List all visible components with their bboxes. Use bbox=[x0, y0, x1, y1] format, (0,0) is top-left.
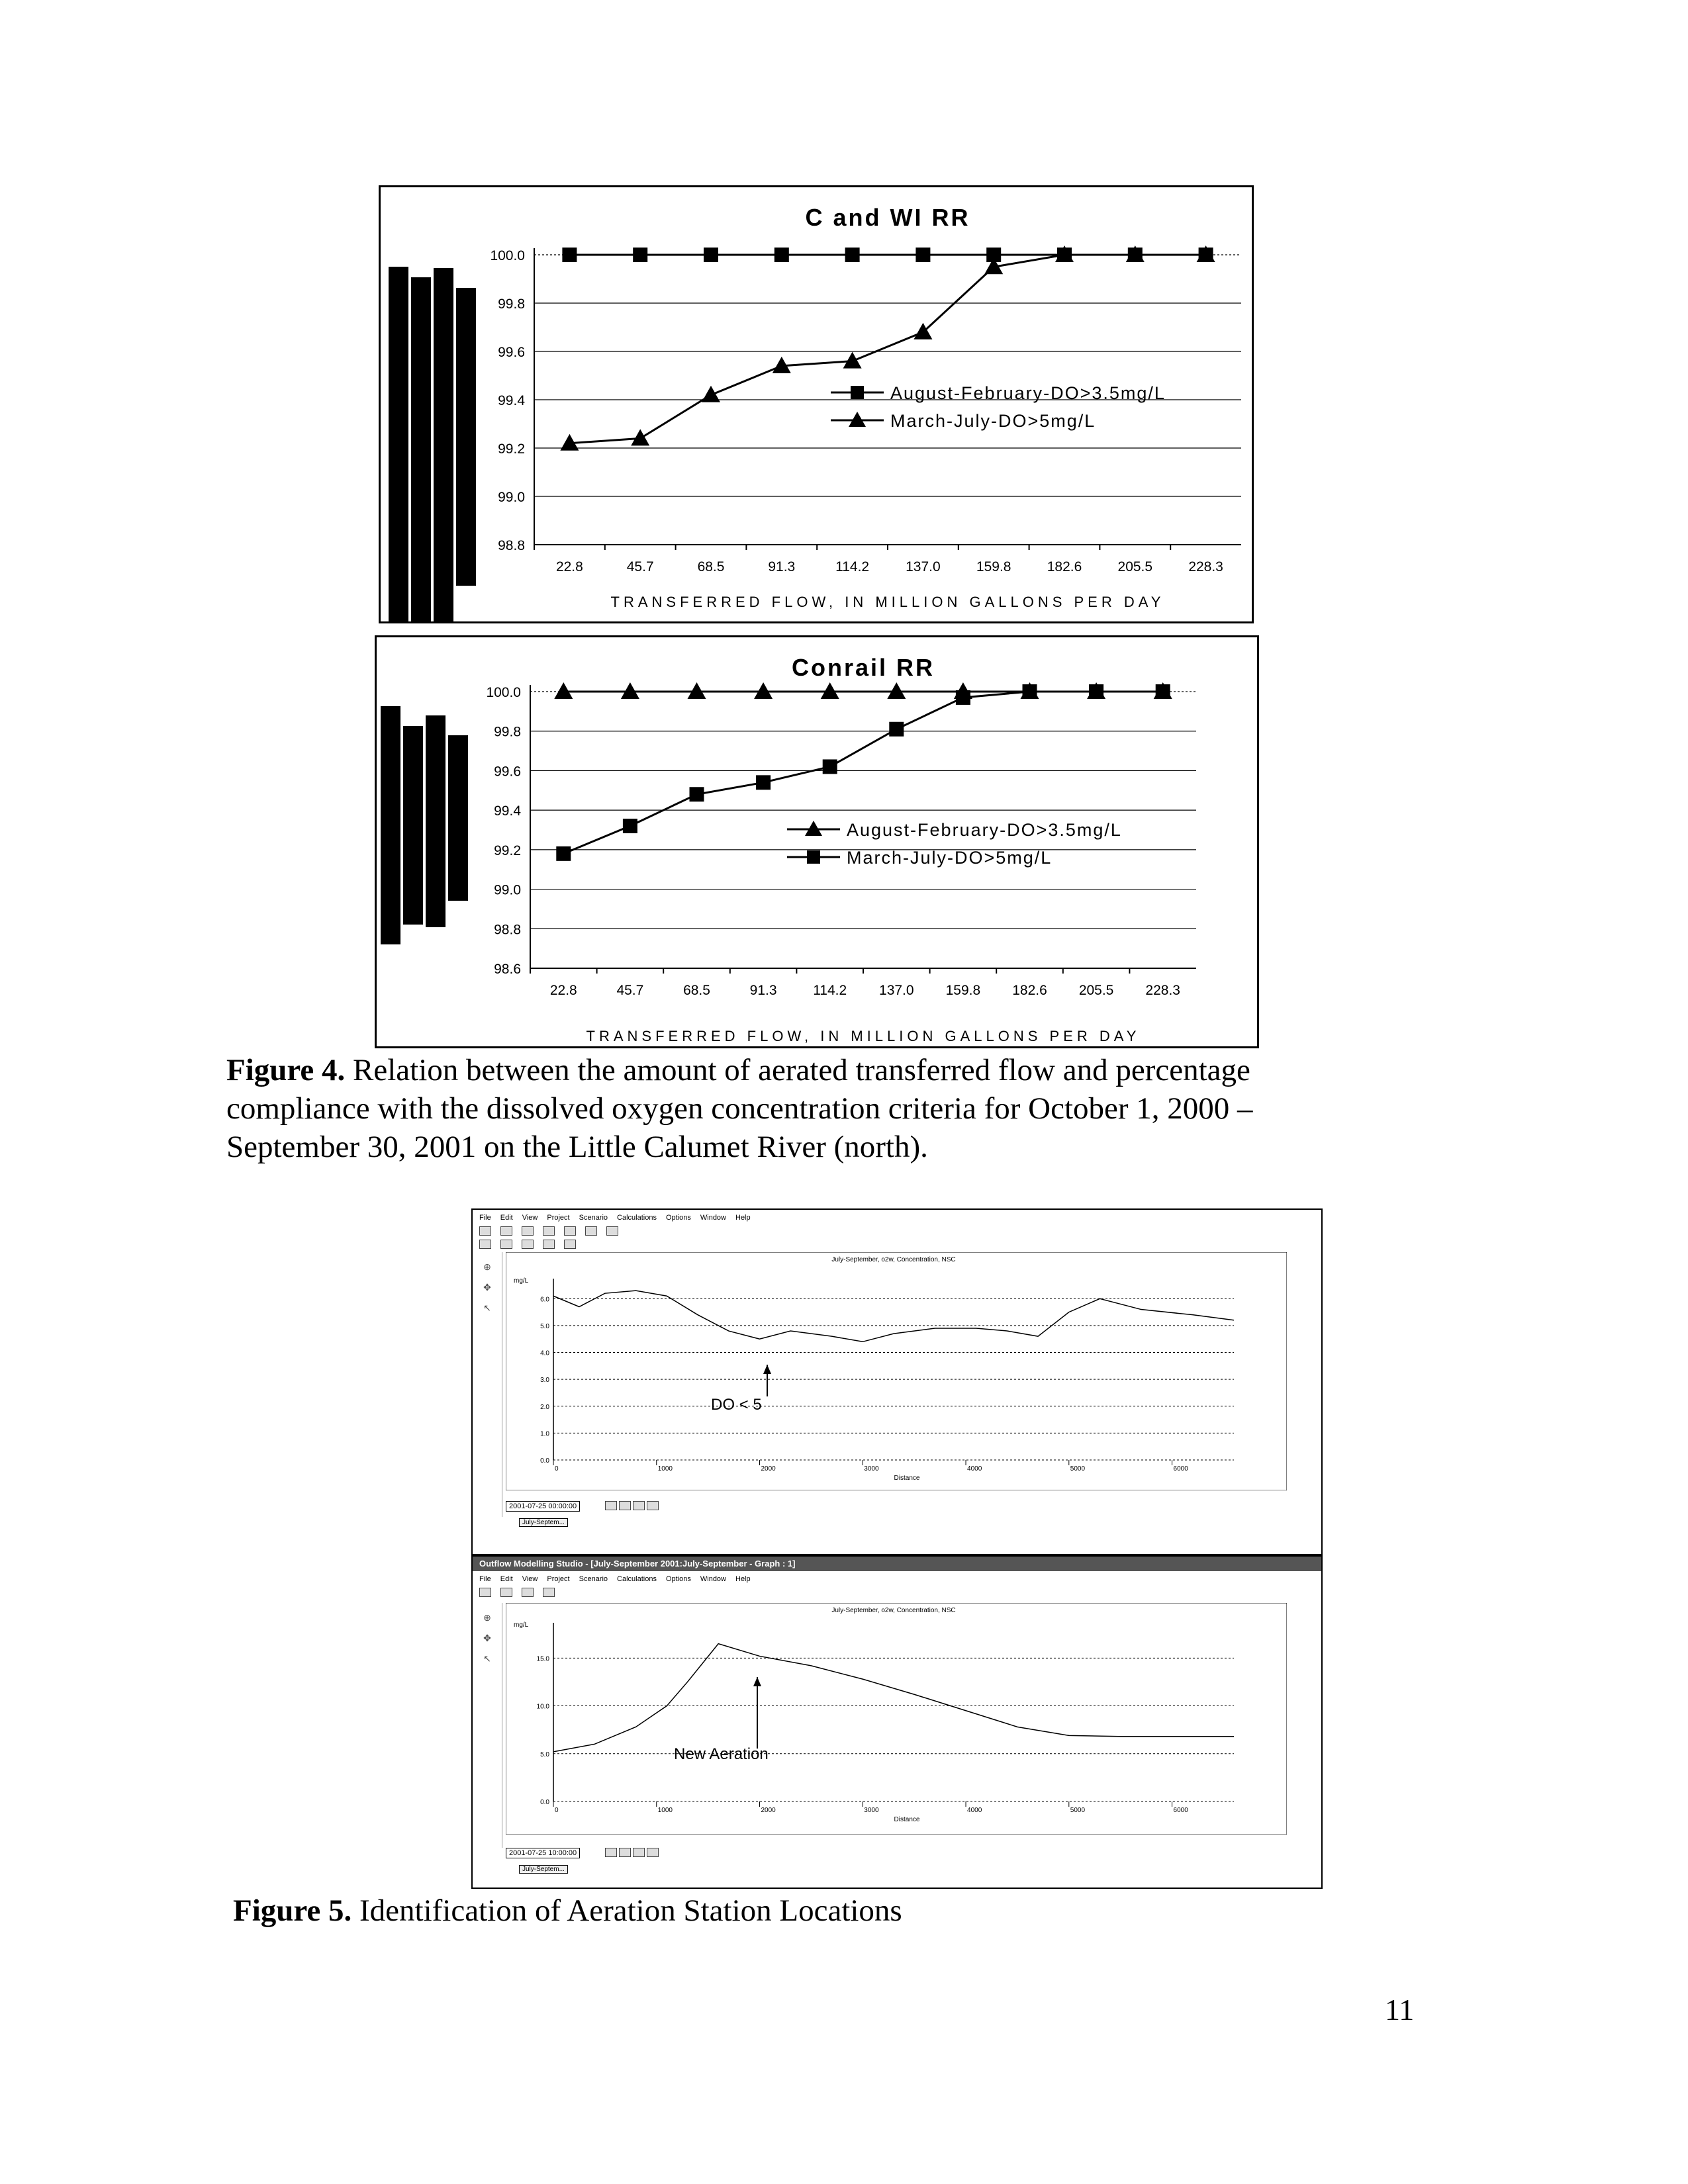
y-tick-label: 99.8 bbox=[498, 296, 525, 312]
x-tick-label: 228.3 bbox=[1188, 559, 1223, 574]
x-tick-label: 0 bbox=[555, 1465, 559, 1473]
x-tick-label: 159.8 bbox=[976, 559, 1011, 574]
x-axis-label: TRANSFERRED FLOW, IN MILLION GALLONS PER DAY bbox=[586, 1028, 1141, 1044]
decorative-bar bbox=[426, 715, 445, 927]
next-icon[interactable] bbox=[633, 1848, 645, 1857]
menu-edit[interactable]: Edit bbox=[500, 1575, 513, 1583]
print-icon[interactable] bbox=[543, 1588, 555, 1597]
y-tick-label: 98.6 bbox=[494, 962, 521, 977]
pan-icon[interactable]: ✥ bbox=[483, 1282, 491, 1293]
menu-window[interactable]: Window bbox=[700, 1214, 726, 1222]
data-point bbox=[774, 248, 789, 262]
x-axis-label: Distance bbox=[894, 1475, 920, 1482]
menu-options[interactable]: Options bbox=[665, 1575, 691, 1583]
toolbar-2 bbox=[473, 1239, 1321, 1250]
y-tick-label: 15.0 bbox=[536, 1655, 549, 1663]
x-tick-label: 45.7 bbox=[616, 983, 644, 998]
copy-icon[interactable] bbox=[564, 1226, 576, 1236]
menu-calculations[interactable]: Calculations bbox=[617, 1575, 657, 1583]
annotation-label: New Aeration bbox=[674, 1745, 769, 1763]
app-window-top bbox=[471, 1208, 1323, 1555]
first-icon[interactable] bbox=[605, 1501, 617, 1510]
legend-label: March-July-DO>5mg/L bbox=[847, 848, 1053, 868]
plot-frame bbox=[506, 1603, 1287, 1835]
figure-4-label: Figure 4. bbox=[226, 1053, 346, 1087]
first-icon[interactable] bbox=[605, 1848, 617, 1857]
x-tick-label: 205.5 bbox=[1117, 559, 1153, 574]
menu-view[interactable]: View bbox=[522, 1214, 538, 1222]
open-icon[interactable] bbox=[500, 1588, 512, 1597]
cut-icon[interactable] bbox=[543, 1226, 555, 1236]
x-tick-label: 91.3 bbox=[768, 559, 796, 574]
legend-label: August-February-DO>3.5mg/L bbox=[847, 820, 1122, 840]
graph-icon[interactable] bbox=[479, 1240, 491, 1249]
toolbar-3 bbox=[473, 1587, 1321, 1598]
map-icon[interactable] bbox=[522, 1240, 534, 1249]
menu-bar-2 bbox=[473, 1574, 1321, 1584]
y-tick-label: 1.0 bbox=[540, 1430, 549, 1438]
data-point bbox=[1089, 684, 1103, 699]
y-unit-label: mg/L bbox=[514, 1277, 529, 1285]
data-point bbox=[631, 429, 649, 445]
x-tick-label: 68.5 bbox=[683, 983, 710, 998]
data-point bbox=[704, 248, 718, 262]
chart-conrail-rr-svg bbox=[377, 637, 1257, 1046]
decorative-bar bbox=[456, 288, 476, 586]
chart-c-and-wi-rr bbox=[379, 185, 1254, 623]
decorative-bar bbox=[434, 268, 453, 621]
chart-title: Conrail RR bbox=[791, 654, 935, 681]
chart-c-and-wi-rr-svg bbox=[381, 187, 1252, 621]
data-point bbox=[690, 787, 704, 801]
screen-chart-do-lt-5 bbox=[506, 1252, 1287, 1490]
decorative-bar bbox=[403, 726, 423, 925]
menu-options[interactable]: Options bbox=[665, 1214, 691, 1222]
y-tick-label: 0.0 bbox=[540, 1799, 549, 1806]
data-point bbox=[623, 819, 637, 833]
open-icon[interactable] bbox=[500, 1226, 512, 1236]
y-tick-label: 100.0 bbox=[490, 248, 525, 263]
print-icon[interactable] bbox=[606, 1226, 618, 1236]
y-tick-label: 5.0 bbox=[540, 1751, 549, 1758]
app-window-bottom bbox=[471, 1555, 1323, 1889]
y-tick-label: 6.0 bbox=[540, 1296, 549, 1304]
y-tick-label: 5.0 bbox=[540, 1322, 549, 1330]
pointer-icon[interactable]: ↖ bbox=[483, 1302, 491, 1313]
figure-4-text: Relation between the amount of aerated transferred flow and percentage compliance with the dissolved oxygen concentration criteria for October 1, 2000 – September 30, 2001 on the Little Calumet River (north). bbox=[226, 1053, 1253, 1164]
data-point bbox=[1156, 684, 1170, 699]
x-tick-label: 3000 bbox=[864, 1465, 879, 1473]
data-point bbox=[843, 352, 862, 369]
x-tick-label: 182.6 bbox=[1012, 983, 1047, 998]
menu-file[interactable]: File bbox=[479, 1214, 491, 1222]
decorative-bar bbox=[389, 267, 408, 621]
x-tick-label: 3000 bbox=[864, 1807, 879, 1814]
x-tick-label: 1000 bbox=[657, 1807, 673, 1814]
x-tick-label: 22.8 bbox=[549, 983, 577, 998]
y-tick-label: 99.0 bbox=[498, 490, 525, 505]
data-point bbox=[1023, 684, 1037, 699]
last-icon[interactable] bbox=[647, 1501, 659, 1510]
y-tick-label: 3.0 bbox=[540, 1377, 549, 1385]
x-tick-label: 182.6 bbox=[1047, 559, 1082, 574]
y-tick-label: 10.0 bbox=[536, 1703, 549, 1711]
x-tick-label: 114.2 bbox=[813, 983, 847, 998]
x-tick-label: 205.5 bbox=[1078, 983, 1114, 998]
data-point bbox=[556, 846, 571, 861]
new-icon[interactable] bbox=[479, 1226, 491, 1236]
menu-file[interactable]: File bbox=[479, 1575, 491, 1583]
stop-icon[interactable] bbox=[564, 1240, 576, 1249]
last-icon[interactable] bbox=[647, 1848, 659, 1857]
y-tick-label: 98.8 bbox=[498, 538, 525, 553]
figure-4-caption bbox=[226, 1051, 1325, 1166]
menu-help[interactable]: Help bbox=[735, 1575, 751, 1583]
decorative-bar bbox=[448, 735, 468, 901]
toolbar-1 bbox=[473, 1226, 1321, 1236]
time-field-2[interactable]: 2001-07-25 10:00:00 bbox=[506, 1848, 580, 1858]
menu-bar bbox=[473, 1212, 1321, 1223]
data-point bbox=[889, 722, 904, 737]
y-tick-label: 99.6 bbox=[498, 345, 525, 360]
tool-sidebar bbox=[473, 1252, 502, 1517]
menu-help[interactable]: Help bbox=[735, 1214, 751, 1222]
task-tab-1[interactable]: July-Septem... bbox=[519, 1518, 568, 1527]
legend-marker bbox=[851, 386, 864, 399]
figure-5-label: Figure 5. bbox=[233, 1893, 352, 1928]
data-point bbox=[956, 690, 970, 705]
y-tick-label: 99.0 bbox=[494, 882, 521, 898]
plot-frame bbox=[506, 1252, 1287, 1490]
x-tick-label: 68.5 bbox=[697, 559, 725, 574]
annotation-label: DO < 5 bbox=[711, 1396, 762, 1414]
y-tick-label: 99.2 bbox=[494, 842, 521, 858]
nav-buttons-1 bbox=[605, 1501, 659, 1512]
chart-conrail-rr bbox=[375, 635, 1259, 1048]
y-tick-label: 99.4 bbox=[498, 393, 525, 408]
data-point bbox=[562, 248, 577, 262]
decorative-bar bbox=[381, 706, 400, 944]
x-tick-label: 2000 bbox=[761, 1465, 776, 1473]
x-tick-label: 5000 bbox=[1070, 1465, 1086, 1473]
screen-chart-title: July-September, o2w, Concentration, NSC bbox=[831, 1607, 956, 1614]
nav-buttons-2 bbox=[605, 1848, 659, 1859]
x-tick-label: 159.8 bbox=[945, 983, 981, 998]
prev-icon[interactable] bbox=[619, 1501, 631, 1510]
menu-edit[interactable]: Edit bbox=[500, 1214, 513, 1222]
legend-label: March-July-DO>5mg/L bbox=[890, 411, 1096, 431]
save-icon[interactable] bbox=[522, 1588, 534, 1597]
paste-icon[interactable] bbox=[585, 1226, 597, 1236]
new-icon[interactable] bbox=[479, 1588, 491, 1597]
x-tick-label: 228.3 bbox=[1145, 983, 1180, 998]
series-line bbox=[569, 255, 1205, 443]
x-tick-label: 114.2 bbox=[835, 559, 870, 574]
y-tick-label: 98.8 bbox=[494, 922, 521, 938]
next-icon[interactable] bbox=[633, 1501, 645, 1510]
table-icon[interactable] bbox=[500, 1240, 512, 1249]
screen-chart-new-aeration bbox=[506, 1603, 1287, 1835]
pointer-icon[interactable]: ↖ bbox=[483, 1653, 491, 1664]
tool-sidebar-2 bbox=[473, 1603, 502, 1848]
x-axis-label: TRANSFERRED FLOW, IN MILLION GALLONS PER DAY bbox=[610, 594, 1165, 610]
y-tick-label: 2.0 bbox=[540, 1403, 549, 1411]
legend-label: August-February-DO>3.5mg/L bbox=[890, 383, 1166, 403]
y-tick-label: 99.2 bbox=[498, 441, 525, 457]
x-tick-label: 5000 bbox=[1070, 1807, 1086, 1814]
x-tick-label: 137.0 bbox=[906, 559, 941, 574]
figure-5-caption bbox=[233, 1891, 1332, 1930]
menu-calculations[interactable]: Calculations bbox=[617, 1214, 657, 1222]
y-tick-label: 100.0 bbox=[486, 685, 521, 700]
page-number: 11 bbox=[1385, 1993, 1415, 2026]
x-tick-label: 4000 bbox=[967, 1465, 982, 1473]
figure-5-text: Identification of Aeration Station Locations bbox=[352, 1893, 902, 1928]
chart-title: C and WI RR bbox=[805, 204, 970, 231]
menu-window[interactable]: Window bbox=[700, 1575, 726, 1583]
x-tick-label: 4000 bbox=[967, 1807, 982, 1814]
x-axis-label: Distance bbox=[894, 1816, 920, 1823]
task-tab-2[interactable]: July-Septem... bbox=[519, 1865, 568, 1874]
x-tick-label: 91.3 bbox=[749, 983, 777, 998]
y-unit-label: mg/L bbox=[514, 1621, 529, 1629]
x-tick-label: 2000 bbox=[761, 1807, 776, 1814]
data-point bbox=[633, 248, 647, 262]
y-tick-label: 4.0 bbox=[540, 1349, 549, 1357]
window-title-bar: Outflow Modelling Studio - [July-September 2001:July-September - Graph : 1] bbox=[473, 1557, 1321, 1571]
pan-icon[interactable]: ✥ bbox=[483, 1633, 491, 1643]
y-tick-label: 99.6 bbox=[494, 764, 521, 780]
prev-icon[interactable] bbox=[619, 1848, 631, 1857]
x-tick-label: 6000 bbox=[1173, 1465, 1188, 1473]
menu-scenario[interactable]: Scenario bbox=[579, 1214, 608, 1222]
data-point bbox=[702, 386, 720, 402]
data-point bbox=[756, 775, 771, 790]
y-tick-label: 0.0 bbox=[540, 1457, 549, 1465]
x-tick-label: 6000 bbox=[1173, 1807, 1188, 1814]
y-tick-label: 99.8 bbox=[494, 724, 521, 740]
data-point bbox=[845, 248, 860, 262]
y-tick-label: 99.4 bbox=[494, 803, 521, 819]
x-tick-label: 137.0 bbox=[879, 983, 914, 998]
zoom-icon[interactable]: ⊕ bbox=[483, 1612, 491, 1623]
zoom-icon[interactable]: ⊕ bbox=[483, 1261, 491, 1272]
menu-project[interactable]: Project bbox=[547, 1214, 570, 1222]
x-tick-label: 45.7 bbox=[626, 559, 654, 574]
play-icon[interactable] bbox=[543, 1240, 555, 1249]
x-tick-label: 22.8 bbox=[555, 559, 583, 574]
menu-scenario[interactable]: Scenario bbox=[579, 1575, 608, 1583]
decorative-bar bbox=[411, 277, 431, 621]
data-point bbox=[823, 759, 837, 774]
x-tick-label: 0 bbox=[555, 1807, 559, 1814]
x-tick-label: 1000 bbox=[657, 1465, 673, 1473]
data-point bbox=[915, 248, 930, 262]
screen-chart-title: July-September, o2w, Concentration, NSC bbox=[831, 1256, 956, 1263]
time-field-1[interactable]: 2001-07-25 00:00:00 bbox=[506, 1501, 580, 1512]
legend-marker bbox=[807, 850, 820, 864]
save-icon[interactable] bbox=[522, 1226, 534, 1236]
menu-view[interactable]: View bbox=[522, 1575, 538, 1583]
menu-project[interactable]: Project bbox=[547, 1575, 570, 1583]
